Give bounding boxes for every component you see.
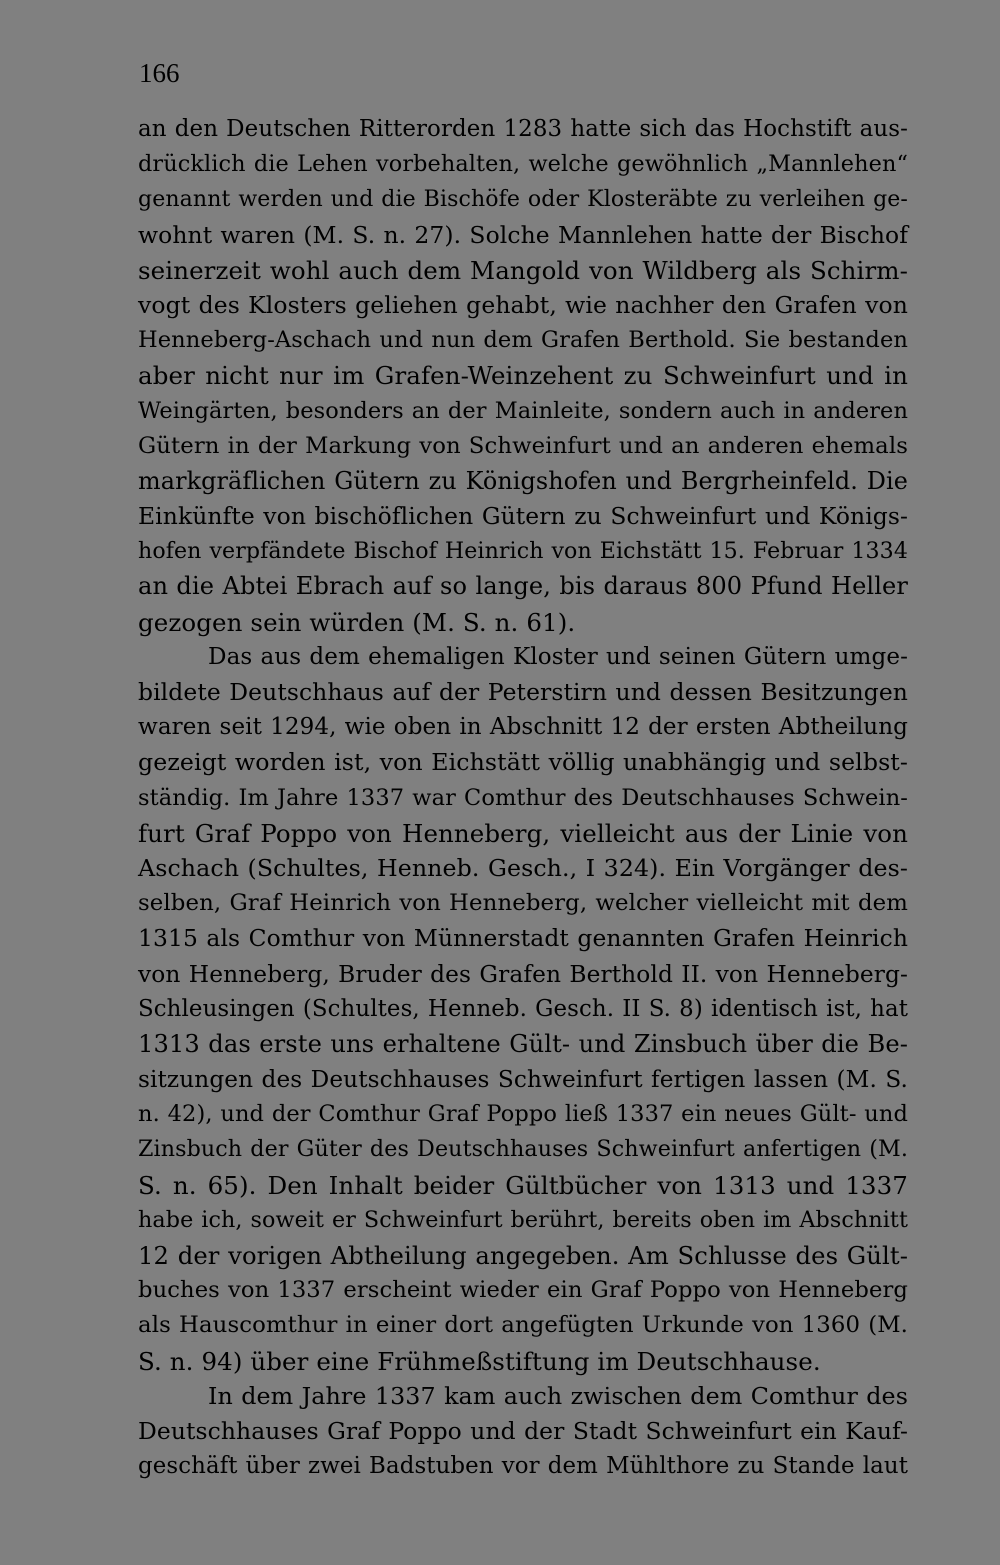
text-line: buches von 1337 erscheint wieder ein Graf Poppo von Henneberg [138, 1277, 908, 1304]
text-line: Aschach (Schultes, Henneb. Gesch., I 324). Ein Vorgänger des- [138, 853, 908, 882]
text-line: selben, Graf Heinrich von Henneberg, welcher vielleicht mit dem [138, 890, 908, 917]
text-line: habe ich, soweit er Schweinfurt berührt, bereits oben im Abschnitt [138, 1206, 908, 1233]
text-line: Das aus dem ehemaligen Kloster und seinen Gütern umge- [208, 643, 908, 670]
text-line: Henneberg-Aschach und nun dem Grafen Berthold. Sie bestanden [138, 327, 908, 354]
text-line: an die Abtei Ebrach auf so lange, bis daraus 800 Pfund Heller [138, 572, 908, 601]
text-line: geschäft über zwei Badstuben vor dem Mühlthore zu Stande laut [138, 1453, 908, 1480]
text-line: Schleusingen (Schultes, Henneb. Gesch. II S. 8) identisch ist, hat [138, 995, 908, 1022]
text-line: genannt werden und die Bischöfe oder Klosteräbte zu verleihen ge- [138, 187, 908, 213]
text-line: hofen verpfändete Bischof Heinrich von Eichstätt 15. Februar 1334 [138, 538, 908, 565]
text-line: 1315 als Comthur von Münnerstadt genannten Grafen Heinrich [138, 924, 908, 953]
text-line: ständig. Im Jahre 1337 war Comthur des Deutschhauses Schwein- [138, 784, 908, 811]
text-line: vogt des Klosters geliehen gehabt, wie nachher den Grafen von [138, 290, 908, 319]
text-line: Einkünfte von bischöflichen Gütern zu Schweinfurt und Königs- [138, 502, 908, 531]
text-line: aber nicht nur im Grafen-Weinzehent zu Schweinfurt und in [138, 361, 908, 391]
text-line: bildete Deutschhaus auf der Peterstirn und dessen Besitzungen [138, 678, 908, 706]
text-line: S. n. 65). Den Inhalt beider Gültbücher von 1313 und 1337 [138, 1170, 908, 1200]
body-text [138, 112, 908, 1484]
text-line: In dem Jahre 1337 kam auch zwischen dem Comthur des [208, 1381, 908, 1410]
text-line: markgräflichen Gütern zu Königshofen und Bergrheinfeld. Die [138, 466, 908, 495]
text-line: Deutschhauses Graf Poppo und der Stadt Schweinfurt ein Kauf- [138, 1416, 908, 1445]
page-number: 166 [139, 58, 180, 88]
text-line: als Hauscomthur in einer dort angefügten Urkunde von 1360 (M. [138, 1312, 908, 1339]
text-line: S. n. 94) über eine Frühmeßstiftung im Deutschhause. [138, 1346, 821, 1376]
text-line: 12 der vorigen Abtheilung angegeben. Am Schlusse des Gült- [138, 1241, 908, 1270]
text-line: seinerzeit wohl auch dem Mangold von Wildberg als Schirm- [138, 255, 908, 285]
text-line: waren seit 1294, wie oben in Abschnitt 12 der ersten Abtheilung [138, 714, 908, 741]
text-line: gezogen sein würden (M. S. n. 61). [138, 607, 576, 637]
text-line: furt Graf Poppo von Henneberg, vielleicht aus der Linie von [138, 818, 908, 848]
text-line: 1313 das erste uns erhaltene Gült- und Zinsbuch über die Be- [138, 1029, 908, 1058]
text-line: Weingärten, besonders an der Mainleite, sondern auch in anderen [138, 397, 908, 424]
text-line: drücklich die Lehen vorbehalten, welche gewöhnlich „Mannlehen“ [138, 151, 908, 178]
text-line: Zinsbuch der Güter des Deutschhauses Schweinfurt anfertigen (M. [138, 1136, 908, 1163]
text-line: gezeigt worden ist, von Eichstätt völlig unabhängig und selbst- [138, 748, 908, 777]
text-line: Gütern in der Markung von Schweinfurt und an anderen ehemals [138, 432, 908, 459]
text-line: an den Deutschen Ritterorden 1283 hatte sich das Hochstift aus- [138, 116, 908, 142]
text-line: sitzungen des Deutschhauses Schweinfurt fertigen lassen (M. S. [138, 1066, 908, 1094]
text-line: n. 42), und der Comthur Graf Poppo ließ 1337 ein neues Gült- und [138, 1101, 908, 1128]
text-line: wohnt waren (M. S. n. 27). Solche Mannlehen hatte der Bischof [138, 220, 908, 249]
text-line: von Henneberg, Bruder des Grafen Berthold II. von Henneberg- [138, 960, 908, 988]
